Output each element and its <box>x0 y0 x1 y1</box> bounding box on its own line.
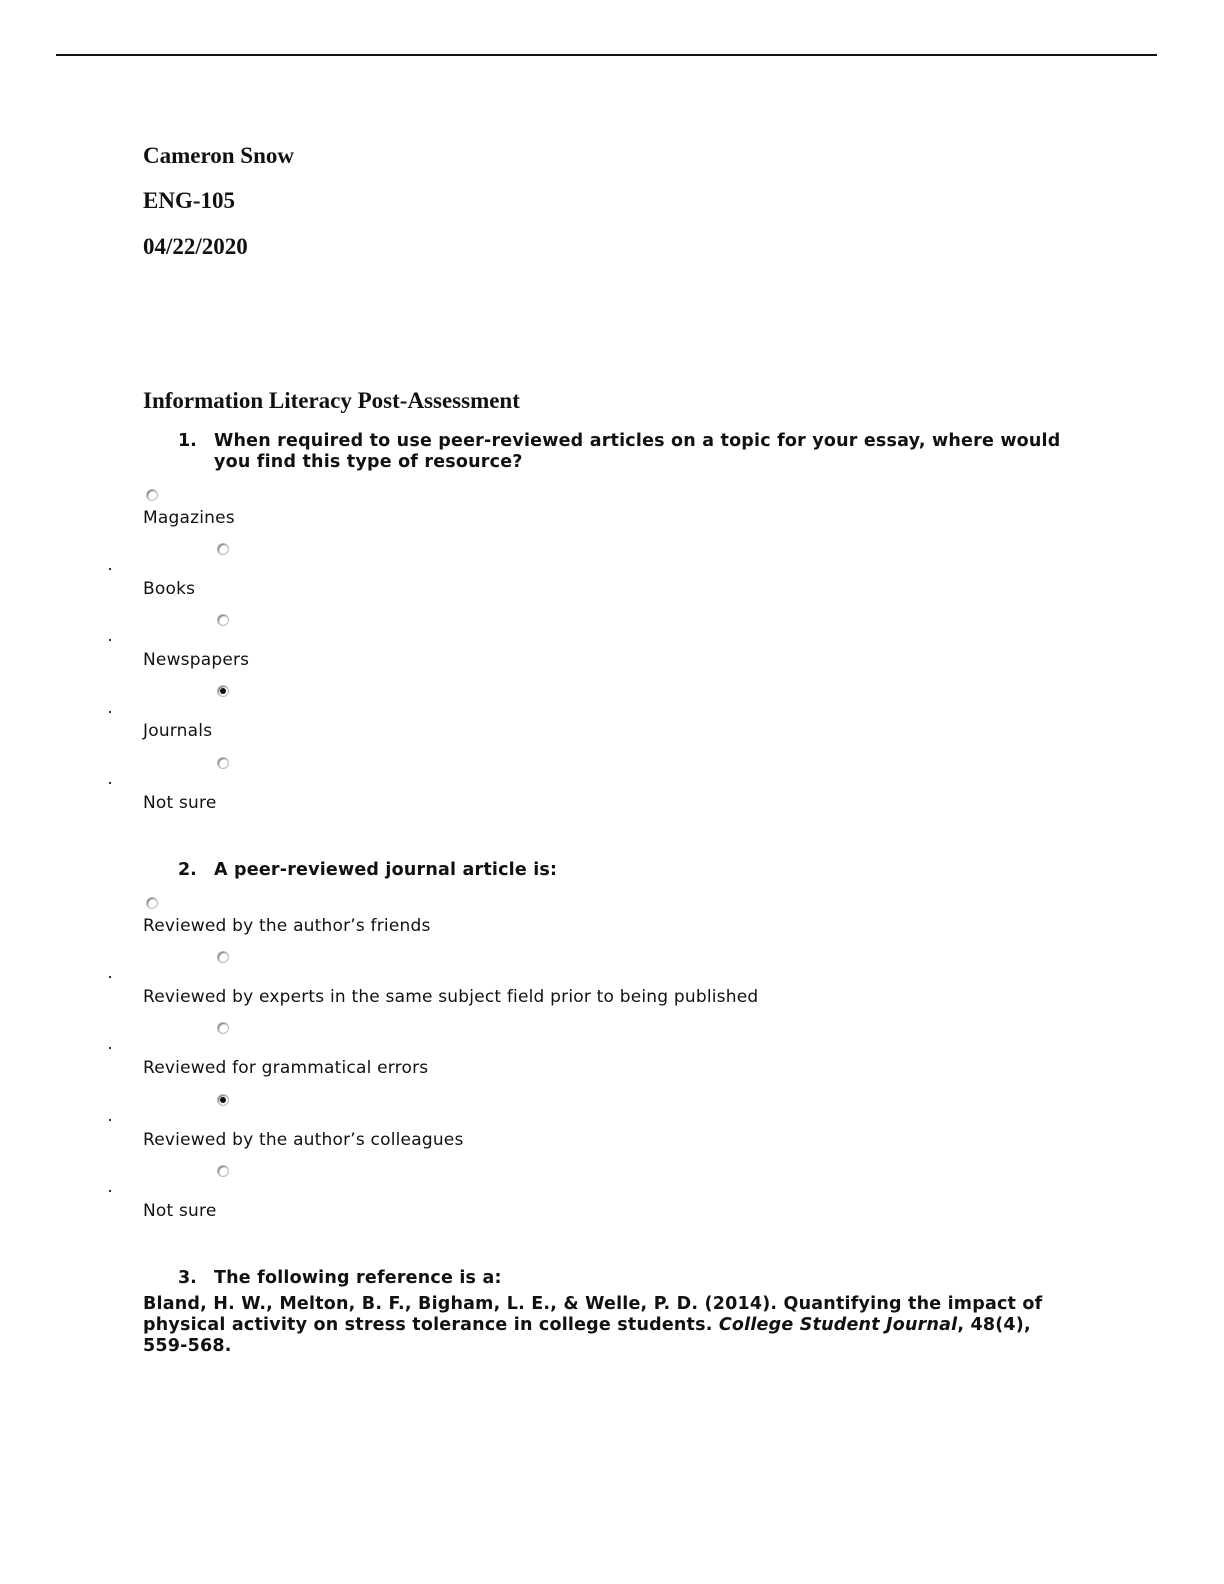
bullet <box>109 1119 111 1121</box>
option-radio-authors-friends[interactable] <box>146 897 158 909</box>
option-label: Newspapers <box>143 650 250 670</box>
question-text: The following reference is a: <box>214 1268 502 1288</box>
option-label: Not sure <box>143 1201 217 1221</box>
question-text: When required to use peer-reviewed articles on a topic for your essay, where would you find this type of resource? <box>214 431 1061 472</box>
option-radio-magazines[interactable] <box>146 489 158 501</box>
bullet <box>109 782 111 784</box>
student-name: Cameron Snow <box>143 143 295 168</box>
option-radio-books[interactable] <box>217 543 229 555</box>
option-label: Reviewed by experts in the same subject field prior to being published <box>143 987 759 1007</box>
option-radio-not-sure[interactable] <box>217 757 229 769</box>
citation-authors-title: Bland, H. W., Melton, B. F., Bigham, L. E., & Welle, P. D. (2014). Quantifying the impact of physical activity on stress tolerance in college students. <box>143 1294 1043 1335</box>
reference-citation <box>143 1294 1063 1357</box>
option-radio-newspapers[interactable] <box>217 614 229 626</box>
option-label: Journals <box>143 721 213 741</box>
option-label: Reviewed by the author’s colleagues <box>143 1130 464 1150</box>
citation-journal: College Student Journal <box>718 1315 958 1335</box>
option-label: Books <box>143 579 196 599</box>
question-number: 1. <box>178 431 197 451</box>
question-number: 3. <box>178 1268 197 1288</box>
option-label: Not sure <box>143 793 217 813</box>
citation-volume-pages: , 48(4), 559-568. <box>143 1315 1031 1356</box>
page-title: Information Literacy Post-Assessment <box>143 388 520 413</box>
option-radio-authors-colleagues[interactable] <box>217 1094 229 1106</box>
option-radio-grammatical-errors[interactable] <box>217 1022 229 1034</box>
option-radio-experts[interactable] <box>217 951 229 963</box>
course-code: ENG-105 <box>143 188 235 213</box>
top-rule <box>56 54 1157 56</box>
bullet <box>109 1047 111 1049</box>
bullet <box>109 639 111 641</box>
option-radio-journals[interactable] <box>217 685 229 697</box>
bullet <box>109 711 111 713</box>
option-radio-not-sure[interactable] <box>217 1165 229 1177</box>
question-number: 2. <box>178 860 197 880</box>
bullet <box>109 568 111 570</box>
option-label: Magazines <box>143 508 235 528</box>
submission-date: 04/22/2020 <box>143 234 248 259</box>
bullet <box>109 1190 111 1192</box>
question-text: A peer-reviewed journal article is: <box>214 860 558 880</box>
bullet <box>109 976 111 978</box>
option-label: Reviewed for grammatical errors <box>143 1058 429 1078</box>
option-label: Reviewed by the author’s friends <box>143 916 431 936</box>
